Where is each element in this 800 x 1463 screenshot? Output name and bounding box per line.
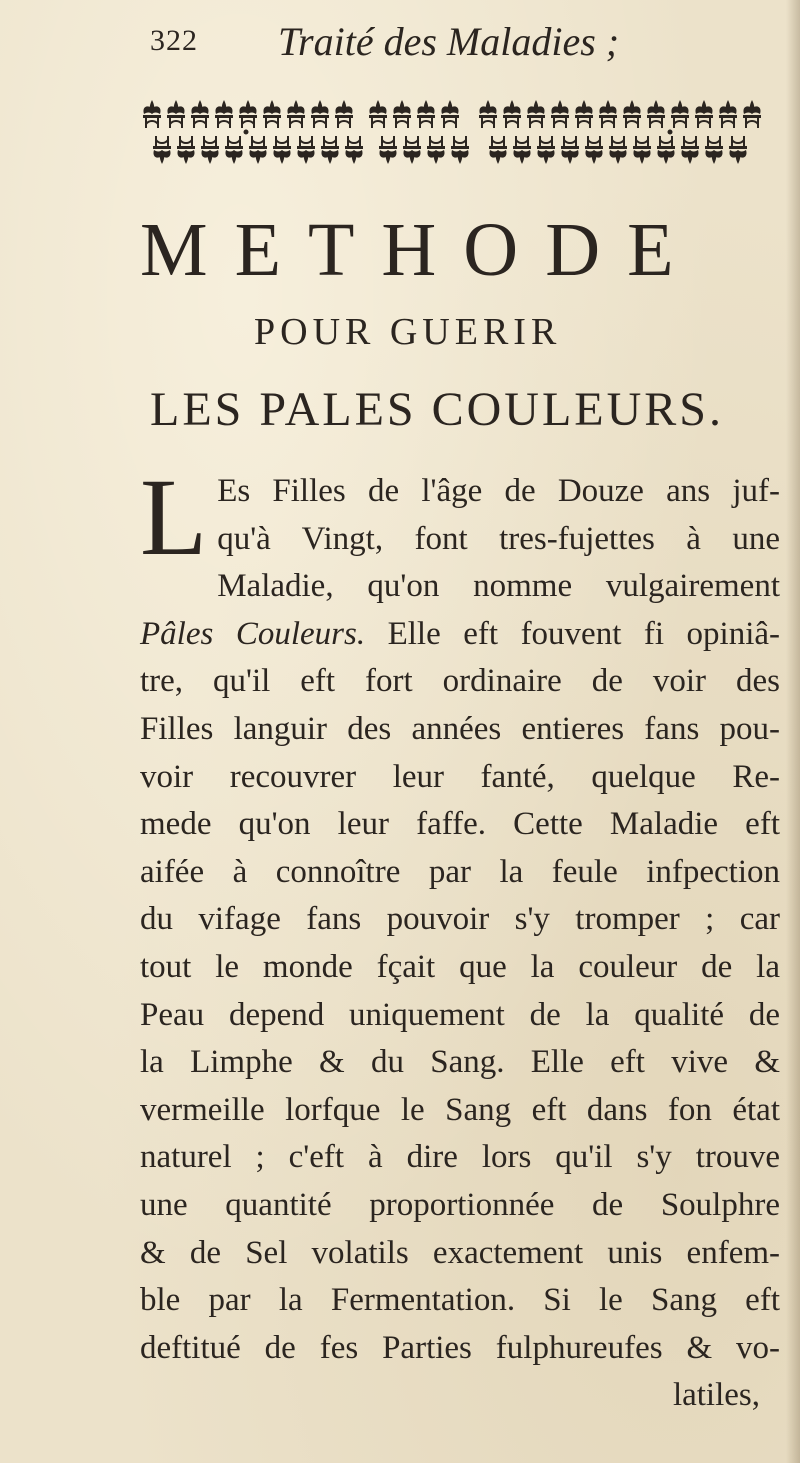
text-line-7: voir recouvrer leur fanté, quelque Re-: [140, 758, 780, 795]
text-line-4-rest: Elle eft fouvent fi opiniâ-: [387, 615, 781, 652]
fleuron-band-ornament: [140, 98, 770, 166]
text-line-16: une quantité proportionnée de Soulphre: [140, 1186, 780, 1223]
text-line-15: naturel ; c'eft à dire lors qu'il s'y trouve: [140, 1139, 780, 1176]
text-line-4: [140, 611, 780, 659]
chapter-title: METHODE: [140, 208, 701, 292]
text-line-1: Es Filles de l'âge de Douze ans juf-: [217, 473, 780, 509]
italic-term: Pâles Couleurs.: [140, 615, 366, 652]
running-title: Traité des Maladies ;: [278, 19, 620, 64]
body-text: [140, 456, 781, 1420]
text-line-19: deftitué de fes Parties fulphureufes & vo-: [140, 1329, 780, 1366]
text-line-12: Peau depend uniquement de la qualité de: [140, 996, 780, 1033]
chapter-subtitle-1: POUR GUERIR: [254, 311, 562, 353]
text-line-14: vermeille lorfque le Sang eft dans fon état: [140, 1091, 780, 1128]
fleuron-band-icon: [140, 98, 770, 166]
text-line-2: qu'à Vingt, font tres-fujettes à une: [217, 520, 780, 557]
text-line-10: du vifage fans pouvoir s'y tromper ; car: [140, 901, 780, 938]
text-line-11: tout le monde fçait que la couleur de la: [140, 948, 780, 985]
drop-cap: L: [140, 456, 208, 578]
chapter-subtitle-2: LES PALES COULEURS.: [150, 383, 724, 436]
running-head: [150, 18, 750, 68]
page-edge-shadow: [786, 0, 800, 1463]
text-line-5: tre, qu'il eft fort ordinaire de voir des: [140, 663, 780, 700]
text-line-13: la Limphe & du Sang. Elle eft vive &: [140, 1044, 780, 1081]
text-line-18: ble par la Fermentation. Si le Sang eft: [140, 1282, 780, 1319]
text-line-17: & de Sel volatils exactement unis enfem-: [140, 1234, 780, 1271]
page-number: 322: [150, 24, 198, 57]
text-line-3: Maladie, qu'on nomme vulgairement: [217, 568, 780, 605]
text-line-8: mede qu'on leur faffe. Cette Maladie eft: [140, 806, 780, 843]
text-line-6: Filles languir des années entieres fans pou-: [140, 710, 780, 747]
text-line-20: latiles,: [672, 1377, 760, 1414]
text-line-9: aifée à connoître par la feule infpection: [140, 853, 780, 890]
